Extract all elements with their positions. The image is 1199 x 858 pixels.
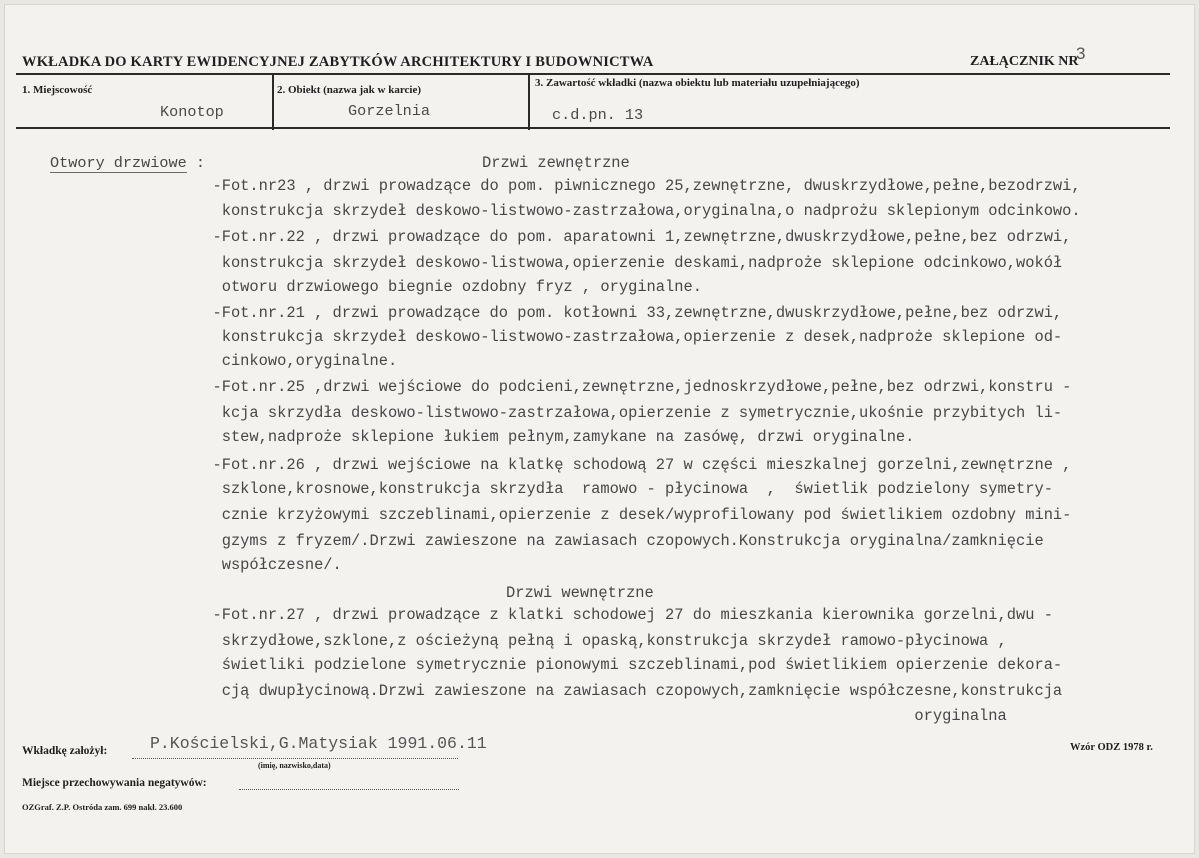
description-line: -Fot.nr.22 , drzwi prowadzące do pom. aparatowni 1,zewnętrzne,dwuskrzydłowe,pełne,bez odrzwi,	[194, 228, 1072, 246]
header-bottom-rule	[16, 127, 1170, 129]
description-line: cznie krzyżowymi szczeblinami,opierzenie z desek/wyprofilowany pod świetlikiem ozdobny mini-	[194, 506, 1072, 524]
description-line: -Fot.nr.25 ,drzwi wejściowe do podcieni,zewnętrzne,jednoskrzydłowe,pełne,bez odrzwi,konstru -	[194, 378, 1072, 396]
printer-note: OZGraf. Z.P. Ostróda zam. 699 nakł. 23.600	[22, 802, 183, 812]
description-line: świetliki podzielone symetrycznie pionowymi szczeblinami,pod świetlikiem opierzenie dekora-	[194, 656, 1063, 674]
annex-label: ZAŁĄCZNIK NR	[970, 54, 1079, 69]
locality-value: Konotop	[160, 103, 224, 121]
description-line: -Fot.nr.27 , drzwi prowadzące z klatki schodowej 27 do mieszkania kierownika gorzelni,dwu -	[194, 606, 1053, 624]
description-line: -Fot.nr.26 , drzwi wejściowe na klatkę schodową 27 w części mieszkalnej gorzelni,zewnętrzne ,	[194, 456, 1072, 474]
description-line: -Fot.nr.21 , drzwi prowadzące do pom. kotłowni 33,zewnętrzne,dwuskrzydłowe,pełne,bez odrzwi,	[194, 304, 1063, 322]
description-line: -Fot.nr23 , drzwi prowadzące do pom. piwnicznego 25,zewnętrzne, dwuskrzydłowe,pełne,bezodrzwi,	[194, 177, 1081, 195]
description-line: gzyms z fryzem/.Drzwi zawieszone na zawiasach czopowych.Konstrukcja oryginalna/zamknięcie	[194, 532, 1044, 550]
negatives-underline	[239, 789, 459, 790]
founded-value: P.Kościelski,G.Matysiak 1991.06.11	[150, 734, 487, 753]
description-line: otworu drzwiowego biegnie ozdobny fryz , oryginalne.	[194, 278, 702, 296]
content-value: c.d.pn. 13	[552, 106, 644, 124]
document-title: WKŁADKA DO KARTY EWIDENCYJNEJ ZABYTKÓW ARCHITEKTURY I BUDOWNICTWA	[22, 54, 654, 70]
description-line: oryginalna	[194, 707, 1007, 725]
founded-label: Wkładkę założył:	[22, 745, 108, 757]
description-line: współczesne/.	[194, 556, 342, 574]
founded-underline	[132, 758, 458, 759]
record-card-insert	[4, 4, 1195, 854]
field-divider-1	[272, 75, 274, 130]
description-line: cją dwupłycinową.Drzwi zawieszone na zawiasach czopowych,zamknięcie współczesne,konstrukcja	[194, 682, 1063, 700]
header-top-rule	[16, 73, 1170, 75]
description-line: szklone,krosnowe,konstrukcja skrzydła ramowo - płycinowa , świetlik podzielony symetry-	[194, 480, 1053, 498]
description-line: stew,nadproże sklepione łukiem pełnym,zamykane na zasówę, drzwi oryginalne.	[194, 428, 915, 446]
annex-number: 3	[1076, 44, 1086, 63]
negatives-label: Miejsce przechowywania negatywów:	[22, 777, 207, 789]
description-line: skrzydłowe,szklone,z ościeżyną pełną i opaską,konstrukcja skrzydeł ramowo-płycinowa ,	[194, 632, 1007, 650]
object-value: Gorzelnia	[348, 102, 431, 120]
subhead-internal-doors: Drzwi wewnętrzne	[506, 584, 654, 602]
description-line: kcja skrzydła deskowo-listwowo-zastrzałowa,opierzenie z symetrycznie,ukośnie przybitych li-	[194, 404, 1063, 422]
section-label	[50, 154, 205, 172]
object-label: 2. Obiekt (nazwa jak w karcie)	[277, 84, 422, 96]
founded-hint: (imię, nazwisko,data)	[258, 761, 331, 770]
description-line: konstrukcja skrzydeł deskowo-listwowo-zastrzałowa,opierzenie z desek,nadproże sklepione od-	[194, 328, 1063, 346]
subhead-external-doors: Drzwi zewnętrzne	[482, 154, 630, 172]
section-label-text: Otwory drzwiowe	[50, 154, 187, 172]
section-label-colon: :	[195, 154, 205, 172]
template-note: Wzór ODZ 1978 r.	[1070, 742, 1153, 753]
description-line: konstrukcja skrzydeł deskowo-listwowa,opierzenie deskami,nadproże sklepione odcinkowo,wokół	[194, 254, 1063, 272]
description-line: konstrukcja skrzydeł deskowo-listwowo-zastrzałowa,oryginalna,o nadprożu sklepionym odcinkowo.	[194, 202, 1081, 220]
field-divider-2	[528, 75, 530, 130]
content-label: 3. Zawartość wkładki (nazwa obiektu lub materiału uzupełniającego)	[535, 77, 860, 89]
locality-label: 1. Miejscowość	[22, 84, 93, 96]
description-line: cinkowo,oryginalne.	[194, 352, 398, 370]
